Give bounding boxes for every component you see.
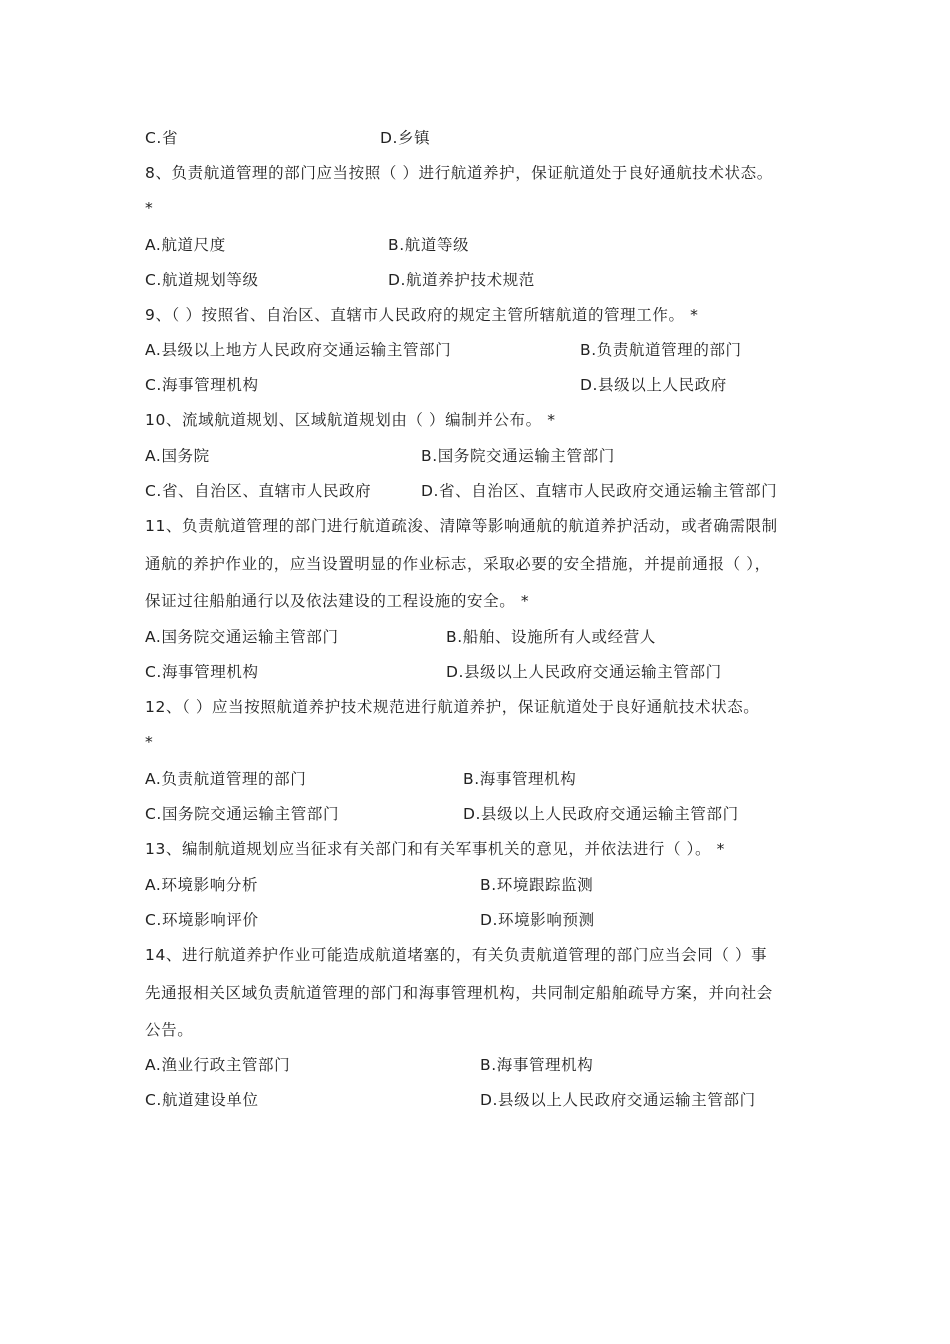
q10-option-a: A.国务院 bbox=[145, 447, 210, 465]
q10-option-b: B.国务院交通运输主管部门 bbox=[421, 447, 615, 465]
q9-option-a: A.县级以上地方人民政府交通运输主管部门 bbox=[145, 341, 452, 359]
q11-option-d: D.县级以上人民政府交通运输主管部门 bbox=[446, 663, 722, 681]
option-d: D.乡镇 bbox=[380, 129, 431, 147]
q14-option-b: B.海事管理机构 bbox=[480, 1056, 594, 1074]
q8-option-d: D.航道养护技术规范 bbox=[388, 271, 535, 289]
q12-option-b: B.海事管理机构 bbox=[463, 770, 577, 788]
q8-option-c: C.航道规划等级 bbox=[145, 271, 259, 289]
q13-option-c: C.环境影响评价 bbox=[145, 911, 259, 929]
q14-option-a: A.渔业行政主管部门 bbox=[145, 1056, 291, 1074]
q14-option-d: D.县级以上人民政府交通运输主管部门 bbox=[480, 1091, 756, 1109]
q9-option-d: D.县级以上人民政府 bbox=[580, 376, 727, 394]
q8-option-a: A.航道尺度 bbox=[145, 236, 226, 254]
question-11-text-line-1: 11、负责航道管理的部门进行航道疏浚、清障等影响通航的航道养护活动，或者确需限制 bbox=[145, 517, 778, 535]
q13-option-b: B.环境跟踪监测 bbox=[480, 876, 594, 894]
option-c: C.省 bbox=[145, 129, 179, 147]
question-12-text: 12、（ ）应当按照航道养护技术规范进行航道养护，保证航道处于良好通航技术状态。 bbox=[145, 698, 760, 716]
q12-option-c: C.国务院交通运输主管部门 bbox=[145, 805, 340, 823]
q13-option-d: D.环境影响预测 bbox=[480, 911, 595, 929]
question-14-text-line-3: 公告。 bbox=[145, 1021, 194, 1039]
q11-option-a: A.国务院交通运输主管部门 bbox=[145, 628, 339, 646]
question-10-text: 10、流域航道规划、区域航道规划由（ ）编制并公布。 * bbox=[145, 411, 556, 429]
q12-option-a: A.负责航道管理的部门 bbox=[145, 770, 307, 788]
q10-option-c: C.省、自治区、直辖市人民政府 bbox=[145, 482, 372, 500]
q9-option-b: B.负责航道管理的部门 bbox=[580, 341, 742, 359]
question-14-text-line-2: 先通报相关区域负责航道管理的部门和海事管理机构，共同制定船舶疏导方案，并向社会 bbox=[145, 984, 773, 1002]
q11-option-b: B.船舶、设施所有人或经营人 bbox=[446, 628, 656, 646]
question-12-required-mark: * bbox=[145, 733, 154, 751]
question-14-text-line-1: 14、进行航道养护作业可能造成航道堵塞的，有关负责航道管理的部门应当会同（ ）事 bbox=[145, 946, 768, 964]
question-8-required-mark: * bbox=[145, 199, 154, 217]
q9-option-c: C.海事管理机构 bbox=[145, 376, 259, 394]
question-11-text-line-3: 保证过往船舶通行以及依法建设的工程设施的安全。 * bbox=[145, 592, 530, 610]
question-8-text: 8、负责航道管理的部门应当按照（ ）进行航道养护，保证航道处于良好通航技术状态。 bbox=[145, 164, 773, 182]
q13-option-a: A.环境影响分析 bbox=[145, 876, 259, 894]
q14-option-c: C.航道建设单位 bbox=[145, 1091, 259, 1109]
q8-option-b: B.航道等级 bbox=[388, 236, 470, 254]
q10-option-d: D.省、自治区、直辖市人民政府交通运输主管部门 bbox=[421, 482, 778, 500]
q12-option-d: D.县级以上人民政府交通运输主管部门 bbox=[463, 805, 739, 823]
question-13-text: 13、编制航道规划应当征求有关部门和有关军事机关的意见，并依法进行（ ）。 * bbox=[145, 840, 725, 858]
q11-option-c: C.海事管理机构 bbox=[145, 663, 259, 681]
question-9-text: 9、（ ）按照省、自治区、直辖市人民政府的规定主管所辖航道的管理工作。 * bbox=[145, 306, 699, 324]
question-11-text-line-2: 通航的养护作业的，应当设置明显的作业标志，采取必要的安全措施，并提前通报（ ）， bbox=[145, 555, 771, 573]
